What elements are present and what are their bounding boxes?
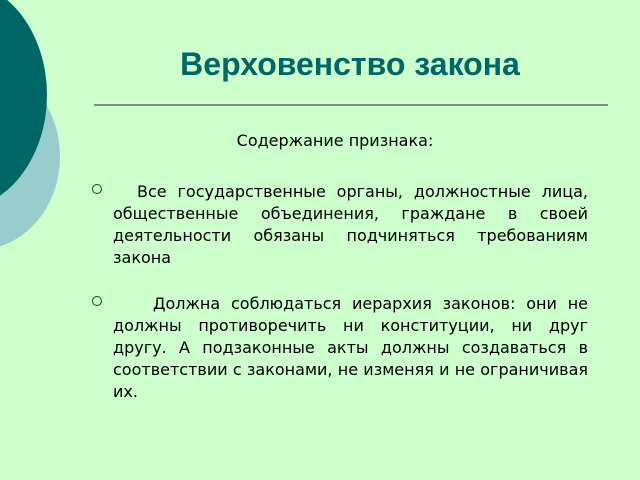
bullet-text: Все государственные органы, должностные лица, общественные объединения, граждане в своей деятельности обязаны подчиняться требованиям закона <box>113 182 588 267</box>
slide-subtitle: Содержание признака: <box>236 131 434 150</box>
bullet-text: Должна соблюдаться иерархия законов: они не должны противоречить ни конституции, ни друг другу. А подзаконные акты должны создаваться в соответствии с законами, не изменяя и не ограничивая их. <box>113 294 588 401</box>
bullet-circle-icon <box>92 296 102 306</box>
title-divider <box>94 104 608 106</box>
bullet-item <box>92 181 588 269</box>
bullet-circle-icon <box>92 184 102 194</box>
bullet-item <box>92 293 588 403</box>
slide-title: Верховенство закона <box>180 46 520 82</box>
